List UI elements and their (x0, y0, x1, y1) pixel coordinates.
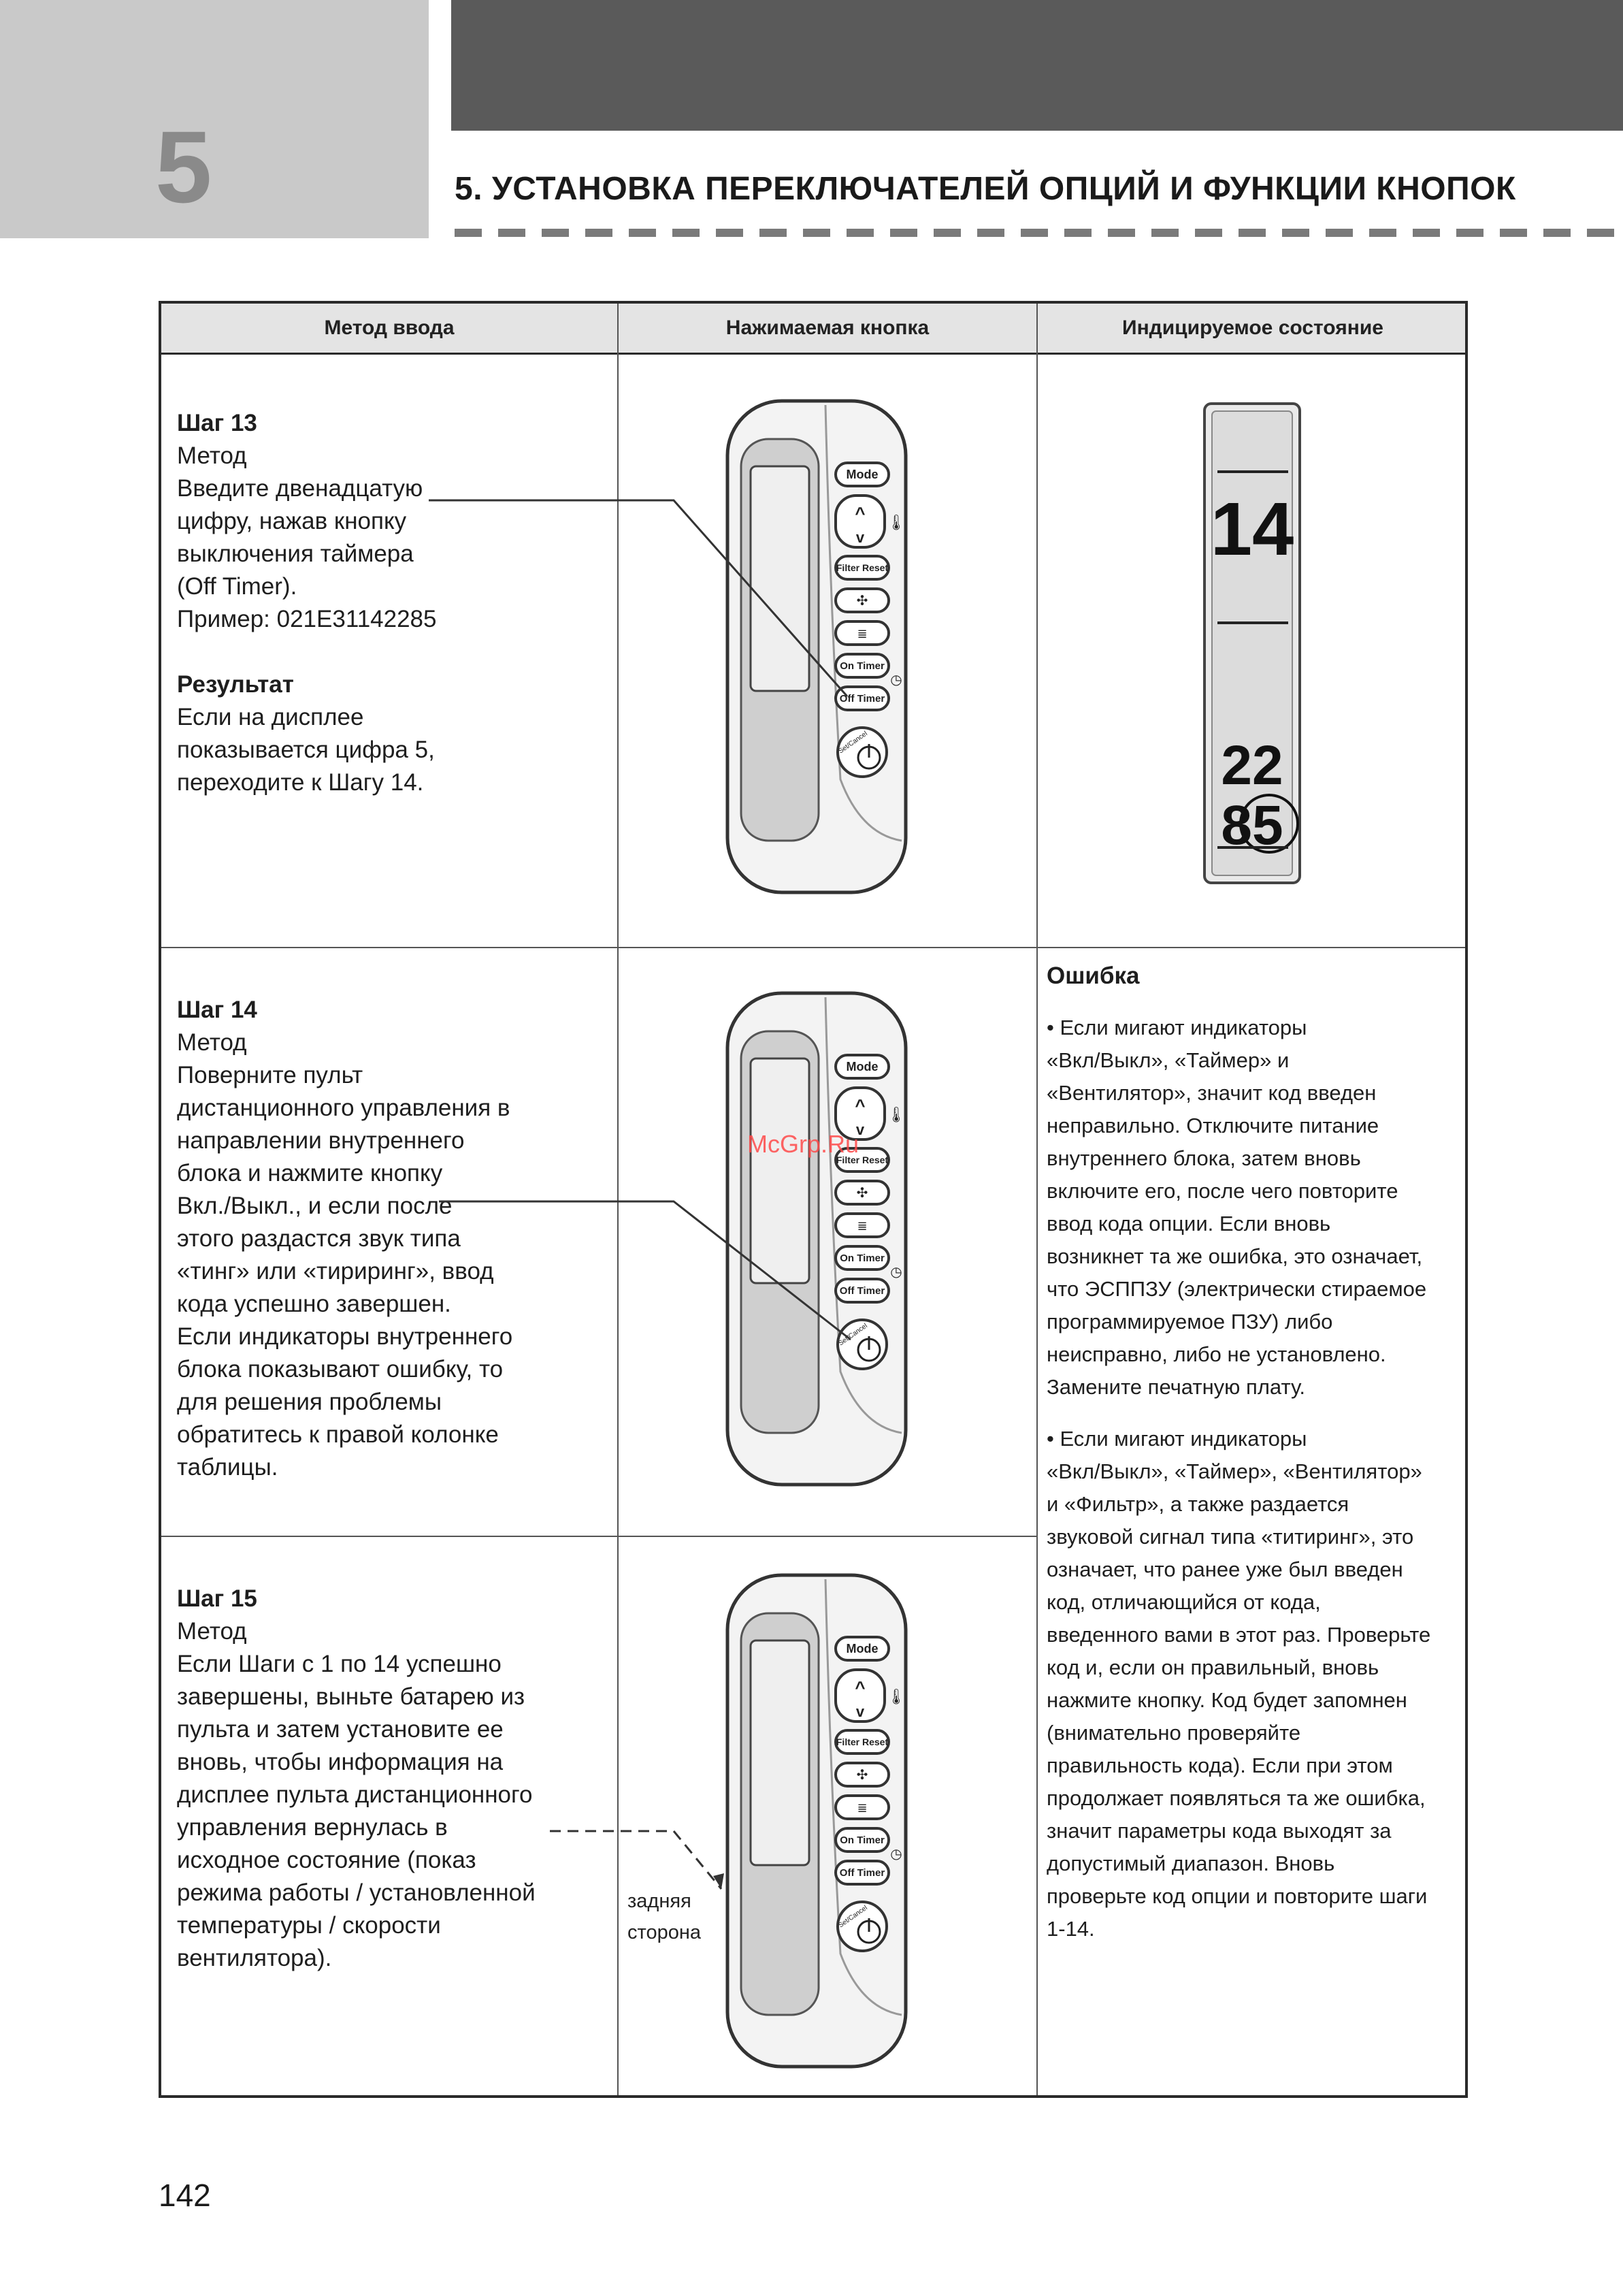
text-line: режима работы / установленной (177, 1879, 536, 1906)
svg-text:Set/Cancel: Set/Cancel (837, 1904, 869, 1930)
fan-icon: ✣ (856, 1768, 868, 1783)
page-number: 142 (159, 2178, 211, 2213)
text-line: цифру, нажав кнопку (177, 508, 407, 534)
text-line: этого раздастся звук типа (177, 1225, 461, 1252)
fan-icon: ✣ (856, 1186, 868, 1201)
thermometer-icon: 🌡 (887, 514, 906, 531)
watermark: McGrp.Ru (747, 1130, 859, 1158)
text-line: таблицы. (177, 1454, 278, 1481)
callout-line-off-timer (429, 500, 847, 696)
text-line: обратитесь к правой колонке (177, 1421, 499, 1448)
col-header-state: Индицируемое состояние (1122, 317, 1383, 339)
text-line: пульта и затем установите ее (177, 1716, 504, 1743)
text-line: дистанционного управления в (177, 1095, 510, 1121)
col-header-method: Метод ввода (324, 317, 455, 339)
clock-icon: ◷ (890, 673, 902, 688)
svg-text:Set/Cancel: Set/Cancel (837, 1322, 869, 1348)
step-title: Шаг 14 (177, 997, 257, 1023)
svg-text:On Timer: On Timer (840, 1252, 885, 1264)
text-line: блока показывают ошибку, то (177, 1356, 504, 1383)
text-line: для решения проблемы (177, 1389, 442, 1415)
text-line: Поверните пульт (177, 1062, 363, 1088)
text-line: (Off Timer). (177, 573, 297, 600)
svg-text:Off Timer: Off Timer (839, 1867, 885, 1879)
page-title: 5. УСТАНОВКА ПЕРЕКЛЮЧАТЕЛЕЙ ОПЦИЙ И ФУНКЦИИ КНОПОК (455, 171, 1516, 207)
text-line: управления вернулась в (177, 1814, 448, 1841)
svg-text:Filter Reset: Filter Reset (836, 562, 889, 573)
method-label: Метод (177, 1618, 247, 1645)
text-line: показывается цифра 5, (177, 737, 435, 763)
text-line: блока и нажмите кнопку (177, 1160, 443, 1186)
back-side-note: задняя сторона (627, 1890, 701, 1943)
swing-icon: ≣ (857, 1219, 868, 1233)
svg-text:Mode: Mode (846, 1060, 879, 1073)
svg-text:Filter Reset: Filter Reset (836, 1736, 889, 1747)
clock-icon: ◷ (890, 1265, 902, 1280)
callout-line-back-side (550, 1831, 721, 1889)
section-number: 5 (155, 110, 212, 224)
text-line: Если индикаторы внутреннего (177, 1323, 513, 1350)
text-line: завершены, выньте батарею из (177, 1683, 525, 1710)
text-line: кода успешно завершен. (177, 1291, 451, 1317)
step-title: Шаг 15 (177, 1585, 257, 1612)
svg-text:Mode: Mode (846, 1642, 879, 1655)
thermometer-icon: 🌡 (887, 1106, 906, 1123)
method-label: Метод (177, 1029, 247, 1056)
text-line: Вкл./Выкл., и если после (177, 1193, 453, 1219)
text-line: Если на дисплее (177, 704, 364, 730)
step-title: Шаг 13 (177, 410, 257, 436)
text-line: температуры / скорости (177, 1912, 441, 1939)
svg-text:Off Timer: Off Timer (839, 1285, 885, 1297)
text-line: Введите двенадцатую (177, 475, 423, 502)
svg-text:Mode: Mode (846, 468, 879, 481)
svg-text:Filter Reset: Filter Reset (836, 1154, 889, 1165)
chevron-up-icon: ^ (855, 503, 866, 523)
chevron-down-icon: v (855, 529, 865, 546)
text-line: выключения таймера (177, 540, 414, 567)
display-top-value: 14 (1210, 487, 1294, 571)
error-title: Ошибка (1047, 963, 1140, 989)
text-line: вентилятора). (177, 1945, 332, 1971)
svg-text:On Timer: On Timer (840, 1834, 885, 1846)
text-line: направлении внутреннего (177, 1127, 465, 1154)
chevron-up-icon: ^ (855, 1095, 866, 1116)
svg-text:Set/Cancel: Set/Cancel (837, 730, 869, 756)
swing-icon: ≣ (857, 1801, 868, 1815)
text-line: дисплее пульта дистанционного (177, 1781, 533, 1808)
text-line: «тинг» или «тириринг», ввод (177, 1258, 494, 1284)
swing-icon: ≣ (857, 627, 868, 641)
error-paragraph-2: • Если мигают индикаторы «Вкл/Выкл», «Таймер», «Вентилятор» и «Фильтр», а также раздается звуковой сигнал типа «титиринг», это означает, что ранее уже был введен код, отличающийся от кода, введенного вами в этот раз. Проверьте код и, если он правильный, вновь нажмите кнопку. Код будет запомнен (внимательно проверяйте правильность кода). Если при этом продолжает появляться та же ошибка, значит параметры кода выходят за допустимый диапазон. Вновь проверьте код опции и повторите шаги 1-14. (1047, 1427, 1431, 1941)
text-line: Пример: 021E31142285 (177, 606, 437, 632)
chevron-down-icon: v (855, 1121, 865, 1138)
text-line: Если Шаги с 1 по 14 успешно (177, 1651, 502, 1677)
svg-text:On Timer: On Timer (840, 660, 885, 672)
chevron-down-icon: v (855, 1703, 865, 1720)
display-bottom-value: 85 (1221, 794, 1283, 856)
svg-text:Off Timer: Off Timer (839, 693, 885, 705)
display-mid-value: 22 (1221, 734, 1283, 796)
thermometer-icon: 🌡 (887, 1688, 906, 1705)
chevron-up-icon: ^ (855, 1677, 866, 1698)
error-paragraph-1: • Если мигают индикаторы «Вкл/Выкл», «Таймер» и «Вентилятор», значит код введен неправильно. Отключите питание внутреннего блока, затем вновь включите его, после чего повторите ввод кода опции. Если вновь возникнет та же ошибка, это означает, что ЭСППЗУ (электрически стираемое программируемое ПЗУ) либо неисправно, либо не установлено. Замените печатную плату. (1047, 1016, 1427, 1399)
col-header-button: Нажимаемая кнопка (725, 317, 930, 339)
text-line: вновь, чтобы информация на (177, 1749, 504, 1775)
method-label: Метод (177, 442, 247, 469)
text-line: исходное состояние (показ (177, 1847, 476, 1873)
clock-icon: ◷ (890, 1847, 902, 1862)
callout-line-power (439, 1201, 851, 1340)
text-line: переходите к Шагу 14. (177, 769, 424, 796)
result-label: Результат (177, 671, 294, 698)
fan-icon: ✣ (856, 594, 868, 609)
